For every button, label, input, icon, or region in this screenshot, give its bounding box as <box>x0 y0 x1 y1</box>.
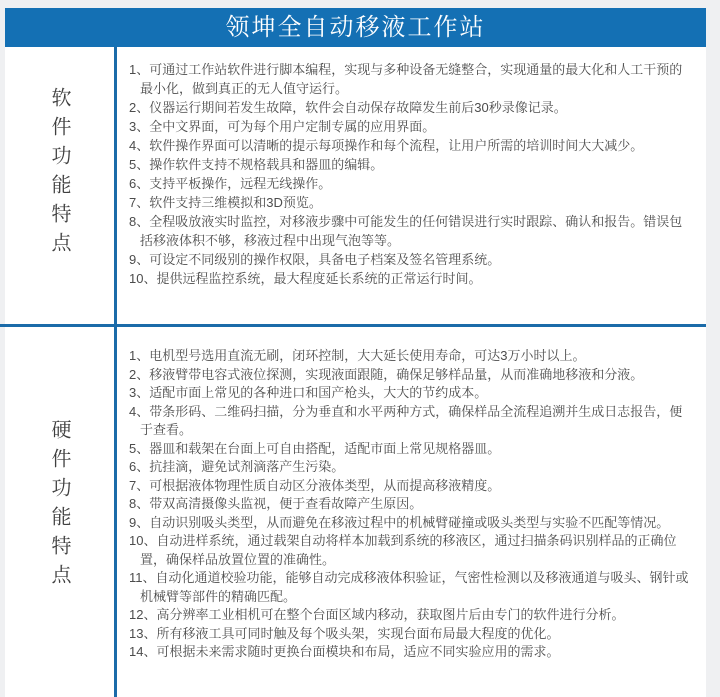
feature-item: 4、软件操作界面可以清晰的提示每项操作和每个流程，让用户所需的培训时间大大减少。 <box>129 138 644 153</box>
feature-item: 9、可设定不同级别的操作权限，具备电子档案及签名管理系统。 <box>129 252 501 267</box>
feature-item: 12、高分辨率工业相机可在整个台面区域内移动，获取图片后由专门的软件进行分析。 <box>129 607 625 622</box>
feature-item: 13、所有移液工具可同时触及每个吸头架，实现台面布局最大程度的优化。 <box>129 625 560 641</box>
feature-item: 11、自动化通道校验功能，能够自动完成移液体积验证，气密性检测以及移液通道与吸头、钢针或机械臂等部件的精确匹配。 <box>129 570 689 604</box>
software-section-label: 软件功能特点 <box>48 86 70 261</box>
hardware-feature-list <box>117 327 706 697</box>
feature-item: 14、可根据未来需求随时更换台面模块和布局，适应不同实验应用的需求。 <box>129 644 560 659</box>
feature-item: 7、可根据液体物理性质自动区分液体类型，从而提高移液精度。 <box>129 477 501 493</box>
feature-item: 6、抗挂滴，避免试剂滴落产生污染。 <box>129 459 345 474</box>
software-label-column <box>5 47 117 324</box>
content-area <box>5 47 706 697</box>
feature-item: 1、可通过工作站软件进行脚本编程，实现与多种设备无缝整合，实现通量的最大化和人工干预的最小化，做到真正的无人值守运行。 <box>129 62 683 96</box>
feature-item: 5、器皿和载架在台面上可自由搭配，适配市面上常见规格器皿。 <box>129 440 501 456</box>
feature-item: 8、全程吸放液实时监控，对移液步骤中可能发生的任何错误进行实时跟踪、确认和报告。错误包括移液体积不够，移液过程中出现气泡等等。 <box>129 214 683 248</box>
feature-item: 3、全中文界面，可为每个用户定制专属的应用界面。 <box>129 119 436 134</box>
hardware-section <box>5 327 706 697</box>
feature-item: 2、仪器运行期间若发生故障，软件会自动保存故障发生前后30秒录像记录。 <box>129 100 567 115</box>
feature-item: 4、带条形码、二维码扫描，分为垂直和水平两种方式，确保样品全流程追溯并生成日志报告，便于查看。 <box>129 403 683 437</box>
header-banner <box>5 8 706 47</box>
feature-item: 1、电机型号选用直流无刷，闭环控制，大大延长使用寿命，可达3万小时以上。 <box>129 348 586 363</box>
feature-item: 6、支持平板操作，远程无线操作。 <box>129 176 332 191</box>
feature-item: 7、软件支持三维模拟和3D预览。 <box>129 195 322 210</box>
software-section <box>5 47 706 324</box>
page-title: 领坤全自动移液工作站 <box>225 14 486 41</box>
feature-item: 3、适配市面上常见的各种进口和国产枪头，大大的节约成本。 <box>129 385 488 400</box>
feature-item: 5、操作软件支持不规格载具和器皿的编辑。 <box>129 157 384 172</box>
feature-item: 10、自动进样系统，通过载架自动将样本加载到系统的移液区，通过扫描条码识别样品的正确位置，确保样品放置位置的准确性。 <box>129 533 677 567</box>
software-feature-list <box>117 47 706 324</box>
feature-item: 8、带双高清摄像头监视，便于查看故障产生原因。 <box>129 496 423 511</box>
hardware-section-label: 硬件功能特点 <box>48 419 70 593</box>
hardware-label-column <box>5 327 117 697</box>
feature-item: 2、移液臂带电容式液位探测，实现液面跟随，确保足够样品量，从而准确地移液和分液。 <box>129 366 644 382</box>
feature-item: 10、提供远程监控系统，最大程度延长系统的正常运行时间。 <box>129 271 482 286</box>
feature-item: 9、自动识别吸头类型，从而避免在移液过程中的机械臂碰撞或吸头类型与实验不匹配等情况。 <box>129 514 670 530</box>
